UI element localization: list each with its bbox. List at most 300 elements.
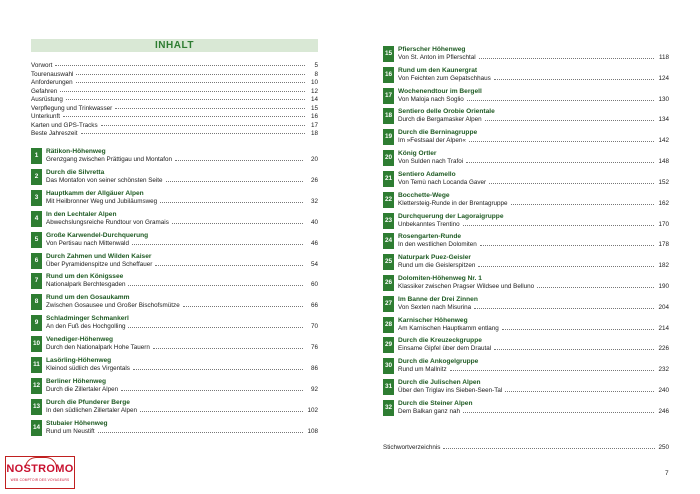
- tour-entry[interactable]: [383, 296, 669, 312]
- tour-text: [398, 46, 669, 62]
- tour-subtitle: In den westlichen Dolomiten: [398, 241, 477, 249]
- front-matter-title: Beste Jahreszeit: [31, 130, 78, 137]
- tour-subtitle: Im »Festsaal der Alpen«: [398, 137, 466, 145]
- tour-subtitle: Von Sexten nach Misurina: [398, 303, 472, 311]
- tour-title: Berliner Höhenweg: [46, 377, 107, 385]
- leader-dots: [505, 390, 654, 392]
- tour-subtitle: Dem Balkan ganz nah: [398, 407, 460, 415]
- tour-page: 152: [658, 178, 669, 186]
- tour-title: Durch die Pfunderer Berge: [46, 398, 130, 406]
- leader-dots: [537, 286, 654, 288]
- front-matter-item[interactable]: [31, 88, 318, 97]
- tour-page: 60: [310, 281, 318, 289]
- tour-number-badge: 17: [383, 88, 394, 104]
- leader-dots: [55, 64, 305, 66]
- tour-title: Durch die Silvretta: [46, 168, 105, 176]
- tour-entry[interactable]: [383, 254, 669, 270]
- tour-number-badge: 11: [31, 357, 42, 373]
- tour-subline: [46, 219, 318, 227]
- tour-entry[interactable]: [31, 336, 318, 352]
- leader-dots: [479, 57, 654, 59]
- front-matter-page: 15: [310, 104, 318, 112]
- tour-number-badge: 32: [383, 400, 394, 416]
- front-matter-title: Anforderungen: [31, 79, 73, 86]
- leader-dots: [480, 244, 654, 246]
- tour-number-badge: 26: [383, 275, 394, 291]
- tour-subtitle: Kleinod südlich des Virgentals: [46, 365, 130, 372]
- page-number: 7: [665, 470, 669, 477]
- leader-dots: [450, 369, 654, 371]
- tour-text: [46, 315, 318, 331]
- tour-title: Bocchette-Wege: [398, 191, 450, 199]
- tour-entry[interactable]: [383, 67, 669, 83]
- tour-number-badge: 15: [383, 46, 394, 62]
- leader-dots: [466, 161, 654, 163]
- leader-dots: [153, 347, 303, 349]
- leader-dots: [443, 447, 655, 449]
- front-matter-title: Karten und GPS-Tracks: [31, 121, 98, 129]
- tour-number-badge: 19: [383, 129, 394, 145]
- tour-entry[interactable]: [383, 150, 669, 166]
- tour-page: 118: [658, 54, 669, 61]
- tour-text: [46, 336, 318, 352]
- tour-text: [398, 213, 669, 229]
- tour-subline: [398, 304, 669, 312]
- tour-page: 20: [310, 156, 318, 163]
- tour-title: Dolomiten-Höhenweg Nr. 1: [398, 275, 482, 283]
- tour-subtitle: Nationalpark Berchtesgaden: [46, 281, 126, 289]
- tour-page: 46: [310, 239, 318, 247]
- front-matter-title: Ausrüstung: [31, 96, 63, 103]
- tour-text: [398, 358, 669, 374]
- tour-number-badge: 7: [31, 273, 42, 289]
- tour-subline: [46, 302, 318, 310]
- tour-subtitle: Durch die Zillertaler Alpen: [46, 385, 119, 393]
- tour-number-badge: 3: [31, 190, 42, 206]
- tour-number-badge: 12: [31, 378, 42, 394]
- tour-entry[interactable]: [31, 378, 318, 394]
- front-matter-page: 17: [310, 121, 318, 129]
- tour-title: Große Karwendel-Durchquerung: [46, 231, 149, 239]
- tour-subtitle: Von Temù nach Locanda Gaver: [398, 178, 487, 186]
- tour-page: 162: [658, 199, 669, 207]
- tour-page: 70: [310, 323, 318, 331]
- tour-entry[interactable]: [383, 192, 669, 208]
- tour-title: Sentiero Adamello: [398, 170, 456, 178]
- tour-title: Rätikon-Höhenweg: [46, 148, 106, 155]
- tour-subtitle: Von Pertisau nach Mittenwald: [46, 239, 129, 247]
- tour-title: Sentiero delle Orobie Orientale: [398, 108, 495, 116]
- tour-title: Durch die Steiner Alpen: [398, 399, 473, 407]
- nostromo-logo: [5, 456, 75, 489]
- tour-entry[interactable]: [383, 400, 669, 416]
- tour-subtitle: Grenzgang zwischen Prättigau und Montafon: [46, 156, 173, 163]
- tour-title: Stubaier Höhenweg: [46, 419, 108, 427]
- tour-subtitle: Über den Triglav ins Sieben-Seen-Tal: [398, 387, 503, 395]
- tour-subline: [46, 240, 318, 248]
- tour-subtitle: Klettersteig-Runde in der Brentagruppe: [398, 199, 508, 207]
- tour-entry[interactable]: [383, 379, 669, 395]
- tour-subtitle: Durch den Nationalpark Hohe Tauern: [46, 344, 150, 352]
- tour-entry[interactable]: [383, 171, 669, 187]
- tour-subline: [398, 200, 669, 208]
- front-matter-list: [31, 62, 318, 139]
- tour-text: [46, 253, 318, 269]
- tour-subtitle: Am Karnischen Hauptkamm entlang: [398, 324, 499, 332]
- tour-subtitle: Von Sulden nach Trafoi: [398, 158, 464, 166]
- tour-subtitle: Über Pyramidenspitze und Scheffauer: [46, 260, 153, 268]
- tour-title: Rund um den Gosaukamm: [46, 294, 130, 302]
- tour-page: 182: [658, 262, 669, 270]
- tour-text: [46, 211, 318, 227]
- tour-subline: [46, 281, 318, 289]
- tour-title: Pfierscher Höhenweg: [398, 46, 466, 53]
- tour-title: Rund um den Königssee: [46, 273, 124, 281]
- tour-entry[interactable]: [31, 232, 318, 248]
- tour-number-badge: 5: [31, 232, 42, 248]
- tour-subtitle: Von St. Anton im Pflerschtal: [398, 54, 476, 61]
- tour-subline: [398, 408, 669, 416]
- leader-dots: [485, 119, 654, 121]
- tour-number-badge: 28: [383, 317, 394, 333]
- tour-page: 66: [310, 302, 318, 310]
- tour-subline: [46, 261, 318, 269]
- tour-entry[interactable]: [383, 129, 669, 145]
- tour-page: 170: [658, 220, 669, 228]
- tour-title: Durch die Kreuzeckgruppe: [398, 337, 482, 345]
- leader-dots: [132, 243, 303, 245]
- tour-page: 26: [310, 176, 318, 184]
- tour-entry[interactable]: [383, 358, 669, 374]
- front-matter-page: 16: [310, 113, 318, 120]
- tour-entry[interactable]: [383, 317, 669, 333]
- tour-subline: [398, 75, 669, 83]
- tour-text: [398, 296, 669, 312]
- leader-dots: [140, 410, 303, 412]
- tour-subline: [398, 283, 669, 291]
- leader-dots: [76, 73, 305, 75]
- tour-page: 214: [658, 324, 669, 332]
- tour-number-badge: 27: [383, 296, 394, 312]
- tour-entry[interactable]: [31, 399, 318, 415]
- tour-page: 32: [310, 197, 318, 205]
- front-matter-item[interactable]: [31, 96, 318, 105]
- tour-text: [398, 400, 669, 416]
- front-matter-title: Verpflegung und Trinkwasser: [31, 104, 113, 112]
- front-matter-item[interactable]: [31, 122, 318, 131]
- tour-subline: [398, 158, 669, 166]
- tour-page: 226: [658, 345, 669, 353]
- index-entry[interactable]: [383, 444, 669, 452]
- tour-number-badge: 14: [31, 420, 42, 436]
- tour-text: [398, 275, 669, 291]
- leader-dots: [494, 348, 654, 350]
- tour-page: 40: [310, 218, 318, 226]
- leader-dots: [128, 326, 303, 328]
- tour-title: Im Banne der Drei Zinnen: [398, 295, 478, 303]
- front-matter-item[interactable]: [31, 79, 318, 88]
- tour-page: 134: [658, 116, 669, 124]
- tour-subline: [46, 323, 318, 331]
- tour-entry[interactable]: [31, 357, 318, 373]
- tour-number-badge: 24: [383, 233, 394, 249]
- tour-entry[interactable]: [31, 148, 318, 164]
- tour-entry[interactable]: [383, 275, 669, 291]
- tour-title: Rosengarten-Runde: [398, 233, 462, 241]
- tour-entry[interactable]: [31, 294, 318, 310]
- tour-subline: [398, 387, 669, 395]
- tour-subline: [46, 198, 318, 206]
- front-matter-page: 14: [310, 96, 318, 103]
- tour-title: Durch die Julischen Alpen: [398, 379, 481, 387]
- tour-entry[interactable]: [31, 273, 318, 289]
- tour-page: 190: [658, 283, 669, 291]
- tour-page: 178: [658, 241, 669, 249]
- tour-number-badge: 31: [383, 379, 394, 395]
- front-matter-item[interactable]: [31, 105, 318, 114]
- tour-subtitle: Rund um die Geislerspitzen: [398, 262, 476, 270]
- tour-text: [398, 254, 669, 270]
- front-matter-page: 18: [310, 130, 318, 137]
- tour-subline: [46, 344, 318, 352]
- tour-title: Rund um den Kaunergrat: [398, 66, 478, 74]
- tour-page: 86: [310, 365, 318, 372]
- tour-page: 142: [658, 137, 669, 145]
- tour-subline: [398, 241, 669, 249]
- tour-subline: [46, 177, 318, 185]
- tour-number-badge: 8: [31, 294, 42, 310]
- tour-subline: [46, 365, 318, 373]
- tour-subtitle: In den südlichen Zillertaler Alpen: [46, 406, 138, 414]
- tour-entry[interactable]: [31, 420, 318, 436]
- tour-subtitle: Von Maloja nach Soglio: [398, 95, 464, 103]
- tour-page: 92: [310, 385, 318, 393]
- leader-dots: [183, 305, 303, 307]
- tour-subline: [46, 156, 318, 164]
- tour-subtitle: Rund um Mallnitz: [398, 366, 447, 374]
- tour-subtitle: Durch die Bergamasker Alpen: [398, 116, 482, 124]
- tour-page: 76: [310, 344, 318, 352]
- tour-page: 204: [658, 303, 669, 311]
- tour-entry[interactable]: [383, 108, 669, 124]
- leader-dots: [467, 99, 654, 101]
- tour-text: [398, 88, 669, 104]
- tour-subtitle: An den Fuß des Hochgolling: [46, 323, 126, 331]
- leader-dots: [81, 132, 305, 134]
- tour-subline: [398, 137, 669, 145]
- tour-page: 148: [658, 158, 669, 166]
- leader-dots: [172, 222, 303, 224]
- leader-dots: [121, 389, 303, 391]
- tour-title: Durch Zahmen und Wilden Kaiser: [46, 252, 152, 260]
- tour-title: Naturpark Puez-Geisler: [398, 254, 471, 262]
- tour-page: 108: [307, 427, 318, 435]
- tour-text: [398, 379, 669, 395]
- front-matter-page: 8: [314, 70, 318, 78]
- tour-page: 232: [658, 366, 669, 374]
- leader-dots: [133, 368, 303, 370]
- tour-title: König Ortler: [398, 150, 437, 158]
- tour-number-badge: 20: [383, 150, 394, 166]
- tour-subline: [398, 221, 669, 229]
- leader-dots: [166, 180, 303, 182]
- tour-title: Lasörling-Höhenweg: [46, 357, 112, 364]
- leader-dots: [98, 431, 303, 433]
- tour-page: 246: [658, 407, 669, 415]
- tour-text: [46, 169, 318, 185]
- front-matter-title: Unterkunft: [31, 113, 61, 120]
- tour-text: [46, 357, 318, 373]
- front-matter-page: 5: [314, 62, 318, 69]
- tour-number-badge: 16: [383, 67, 394, 83]
- front-matter-title: Vorwort: [31, 62, 53, 69]
- tour-subline: [398, 54, 669, 62]
- tour-text: [398, 233, 669, 249]
- tour-text: [46, 148, 318, 164]
- leader-dots: [474, 307, 654, 309]
- front-matter-item[interactable]: [31, 113, 318, 122]
- tour-entry[interactable]: [31, 253, 318, 269]
- tour-number-badge: 23: [383, 213, 394, 229]
- tour-text: [398, 129, 669, 145]
- tour-subtitle: Abwechslungsreiche Rundtour von Gramais: [46, 218, 169, 226]
- tour-entry[interactable]: [31, 315, 318, 331]
- tour-text: [46, 273, 318, 289]
- tour-title: Durchquerung der Lagoraigruppe: [398, 212, 504, 220]
- tour-page: 124: [658, 74, 669, 82]
- tour-text: [46, 294, 318, 310]
- tour-number-badge: 2: [31, 169, 42, 185]
- tour-number-badge: 1: [31, 148, 42, 164]
- tour-number-badge: 6: [31, 253, 42, 269]
- tour-entry[interactable]: [383, 337, 669, 353]
- tour-subtitle: Unbekanntes Trentino: [398, 220, 460, 228]
- leader-dots: [469, 140, 654, 142]
- tour-subline: [398, 116, 669, 124]
- tour-text: [398, 108, 669, 124]
- tour-number-badge: 22: [383, 192, 394, 208]
- tour-title: Karnischer Höhenweg: [398, 316, 468, 324]
- tour-subline: [398, 262, 669, 270]
- leader-dots: [63, 115, 305, 117]
- tour-title: Durch die Berninagruppe: [398, 129, 478, 137]
- tour-text: [46, 190, 318, 206]
- leader-dots: [502, 328, 654, 330]
- tour-entry[interactable]: [383, 88, 669, 104]
- tour-page: 130: [658, 95, 669, 103]
- tour-text: [398, 317, 669, 333]
- tour-text: [398, 150, 669, 166]
- leader-dots: [489, 182, 654, 184]
- tour-number-badge: 21: [383, 171, 394, 187]
- tour-text: [398, 192, 669, 208]
- leader-dots: [66, 98, 305, 100]
- tour-title: Venediger-Höhenweg: [46, 336, 114, 344]
- index-title: Stichwortverzeichnis: [383, 444, 441, 451]
- tour-text: [46, 232, 318, 248]
- tour-text: [46, 420, 318, 436]
- tour-subline: [398, 179, 669, 187]
- leader-dots: [115, 107, 305, 109]
- tour-number-badge: 13: [31, 399, 42, 415]
- tour-page: 54: [310, 260, 318, 268]
- leader-dots: [175, 159, 303, 161]
- toc-title: INHALT: [31, 39, 318, 52]
- front-matter-item[interactable]: [31, 71, 318, 80]
- tour-number-badge: 18: [383, 108, 394, 124]
- tour-subline: [46, 386, 318, 394]
- tour-number-badge: 9: [31, 315, 42, 331]
- leader-dots: [101, 124, 305, 126]
- tour-entry[interactable]: [31, 211, 318, 227]
- leader-dots: [155, 264, 303, 266]
- front-matter-title: Tourenauswahl: [31, 70, 74, 78]
- leader-dots: [160, 201, 303, 203]
- leader-dots: [463, 411, 654, 413]
- tour-subtitle: Einsame Gipfel über dem Drautal: [398, 345, 492, 353]
- tour-subtitle: Mit Heilbronner Weg und Jubiläumsweg: [46, 197, 158, 205]
- tour-number-badge: 4: [31, 211, 42, 227]
- tour-text: [398, 337, 669, 353]
- tour-title: Schladminger Schmankerl: [46, 315, 129, 323]
- tour-subtitle: Das Montafon von seiner schönsten Seite: [46, 176, 163, 184]
- tour-text: [46, 399, 318, 415]
- front-matter-item[interactable]: [31, 62, 318, 71]
- tour-subline: [46, 428, 318, 436]
- tour-subtitle: Rund um Neustift: [46, 427, 95, 435]
- tour-title: Hauptkamm der Allgäuer Alpen: [46, 189, 144, 197]
- leader-dots: [60, 90, 305, 92]
- tour-subline: [398, 96, 669, 104]
- tour-title: Durch die Ankogelgruppe: [398, 358, 479, 366]
- tour-subline: [398, 366, 669, 374]
- tour-entry[interactable]: [383, 213, 669, 229]
- front-matter-page: 10: [310, 79, 318, 86]
- tour-text: [398, 171, 669, 187]
- tour-subtitle: Von Feichten zum Gepatschhaus: [398, 74, 491, 82]
- tour-number-badge: 29: [383, 337, 394, 353]
- tour-subline: [398, 345, 669, 353]
- leader-dots: [511, 203, 654, 205]
- tour-title: Wochenendtour im Bergell: [398, 87, 482, 95]
- tour-text: [398, 67, 669, 83]
- tour-text: [46, 378, 318, 394]
- leader-dots: [128, 284, 303, 286]
- front-matter-title: Gefahren: [31, 87, 58, 95]
- tour-entry[interactable]: [383, 46, 669, 62]
- leader-dots: [76, 81, 305, 83]
- tour-number-badge: 10: [31, 336, 42, 352]
- leader-dots: [478, 265, 654, 267]
- tour-page: 102: [307, 406, 318, 414]
- tour-entry[interactable]: [383, 233, 669, 249]
- leader-dots: [463, 224, 654, 226]
- logo-tagline: WEB COMPTOIR DES VOYAGEURS: [10, 478, 70, 482]
- tour-title: In den Lechtaler Alpen: [46, 210, 117, 218]
- index-page: 250: [658, 444, 669, 451]
- tour-subtitle: Zwischen Gosausee und Großer Bischofsmütze: [46, 302, 180, 310]
- tour-subtitle: Klassiker zwischen Pragser Wildsee und Belluno: [398, 283, 535, 291]
- tour-number-badge: 25: [383, 254, 394, 270]
- front-matter-page: 12: [310, 87, 318, 95]
- logo-name: NOSTROMO: [6, 463, 74, 475]
- tour-entry[interactable]: [31, 190, 318, 206]
- tour-subline: [46, 407, 318, 415]
- tour-entry[interactable]: [31, 169, 318, 185]
- tour-subline: [398, 325, 669, 333]
- leader-dots: [494, 78, 654, 80]
- front-matter-item[interactable]: [31, 130, 318, 139]
